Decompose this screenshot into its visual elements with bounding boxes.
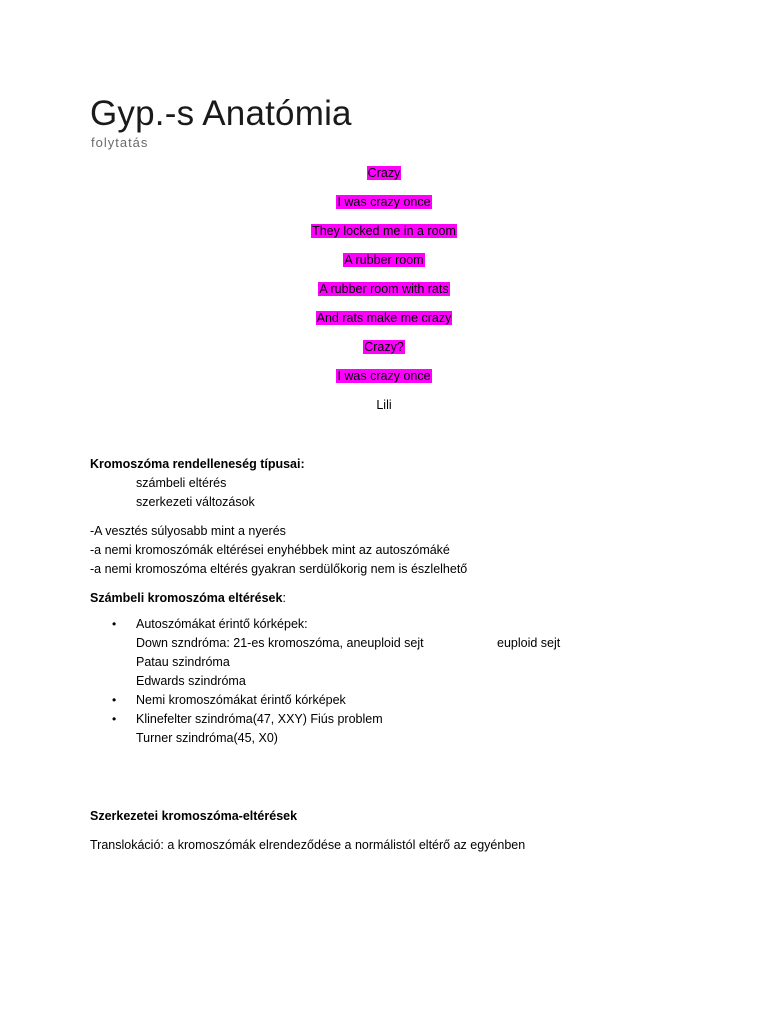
- document-subtitle: folytatás: [91, 135, 149, 150]
- types-heading: Kromoszóma rendelleneség típusai:: [90, 457, 305, 471]
- list-item: [90, 615, 690, 634]
- numerical-heading-text: Számbeli kromoszóma eltérések: [90, 591, 283, 605]
- poem-author: Lili: [376, 398, 392, 412]
- poem-line: I was crazy once: [337, 195, 431, 209]
- poem-line: I was crazy once: [337, 369, 431, 383]
- numerical-heading-colon: :: [282, 591, 286, 605]
- list-item-continuation: [90, 653, 690, 672]
- note-line: -a nemi kromoszóma eltérés gyakran serdülőkorig nem is észlelhető: [90, 562, 468, 576]
- klinefelter-text: Klinefelter szindróma(47, XXY) Fiús problem: [136, 712, 383, 726]
- poem-line: Crazy?: [364, 340, 404, 354]
- note-line: -A vesztés súlyosabb mint a nyerés: [90, 524, 286, 538]
- bullet-icon: •: [112, 617, 117, 631]
- autosomal-heading: Autoszómákat érintő kórképek:: [136, 617, 308, 631]
- poem-block: [184, 162, 584, 416]
- poem-line: They locked me in a room: [312, 224, 456, 238]
- note-line: -a nemi kromoszómák eltérései enyhébbek mint az autoszómáké: [90, 543, 450, 557]
- document-title: Gyp.-s Anatómia: [90, 94, 352, 133]
- list-item-continuation: [90, 672, 690, 691]
- type-item-structural: szerkezeti változások: [136, 495, 255, 509]
- list-item: [90, 710, 690, 729]
- bullet-icon: •: [112, 712, 117, 726]
- poem-line: Crazy: [367, 166, 401, 180]
- poem-line: A rubber room with rats: [319, 282, 449, 296]
- down-syndrome-text: Down szndróma: 21-es kromoszóma, aneuploid sejt: [136, 636, 424, 650]
- translocation-text: Translokáció: a kromoszómák elrendeződése a normálistól eltérő az egyénben: [90, 838, 526, 852]
- edwards-text: Edwards szindróma: [136, 674, 246, 688]
- poem-line: And rats make me crazy: [316, 311, 452, 325]
- type-item-numerical: számbeli eltérés: [136, 476, 227, 490]
- euploid-text: euploid sejt: [497, 636, 561, 650]
- bullet-icon: •: [112, 693, 117, 707]
- numerical-heading: [90, 589, 286, 608]
- poem-line: A rubber room: [344, 253, 424, 267]
- list-item-continuation: [90, 634, 690, 653]
- patau-text: Patau szindróma: [136, 655, 230, 669]
- sex-chromosome-heading: Nemi kromoszómákat érintő kórképek: [136, 693, 346, 707]
- disorder-list: [90, 615, 690, 748]
- list-item: [90, 691, 690, 710]
- structural-heading: Szerkezetei kromoszóma-eltérések: [90, 809, 298, 823]
- turner-text: Turner szindróma(45, X0): [136, 731, 278, 745]
- list-item-continuation: [90, 729, 690, 748]
